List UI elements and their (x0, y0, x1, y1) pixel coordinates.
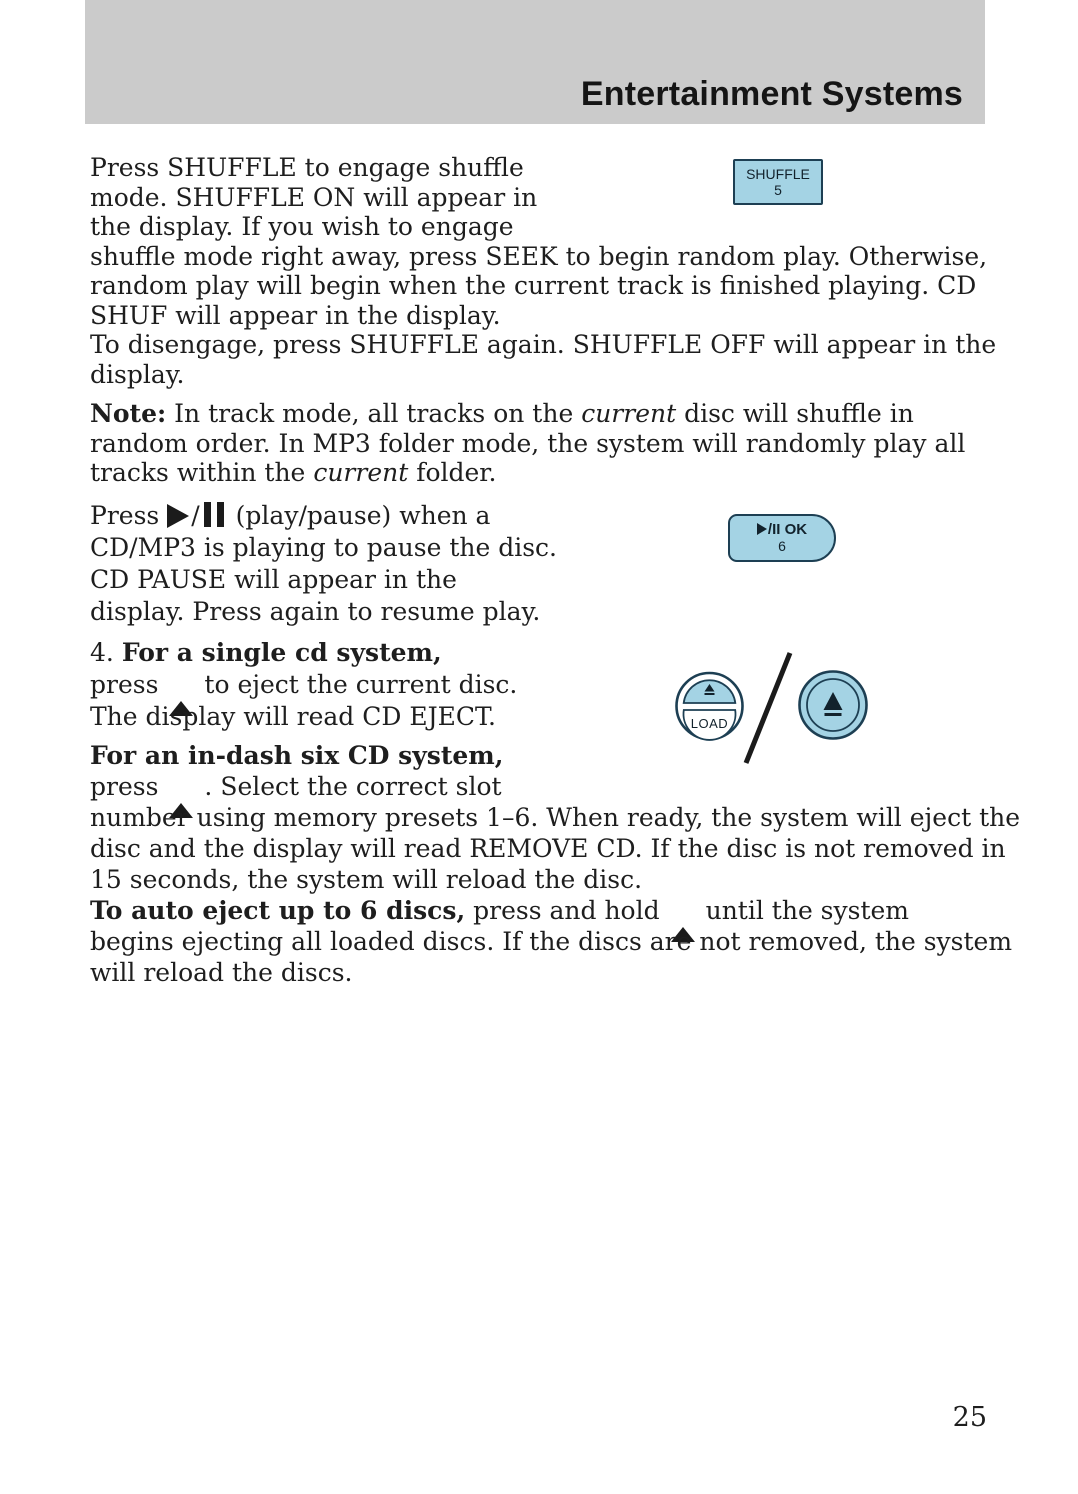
text-segment-italic: current (313, 458, 409, 487)
text-line (90, 399, 990, 429)
text-segment: press (90, 670, 159, 699)
text-line: To disengage, press SHUFFLE again. SHUFFLE OFF will appear in the (90, 330, 997, 359)
shuffle-button-preset: 5 (774, 182, 782, 198)
paragraph-shuffle (90, 153, 997, 389)
load-button-label: LOAD (690, 716, 729, 731)
shuffle-button-label: SHUFFLE (746, 166, 810, 182)
text-line (90, 740, 990, 771)
text-segment: tracks within the (90, 458, 314, 487)
pause-icon (204, 502, 224, 527)
text-line: Press SHUFFLE to engage shuffle (90, 153, 524, 182)
text-segment-italic: current (581, 399, 677, 428)
slash-separator: / (191, 501, 200, 530)
text-line: will reload the discs. (90, 958, 353, 987)
text-segment: (play/pause) when a (235, 501, 491, 530)
six-cd-heading: For an in-dash six CD system, (90, 741, 504, 770)
text-segment: press (90, 772, 159, 801)
text-line: number using memory presets 1–6. When ready, the system will eject the (90, 803, 1021, 832)
text-line: display. (90, 359, 185, 389)
eject-icon (671, 897, 695, 928)
paragraph-six-cd (90, 740, 1021, 988)
shuffle-button-illustration (733, 159, 823, 205)
play-icon (167, 504, 189, 528)
text-line: SHUF will appear in the display. (90, 300, 501, 330)
text-line: 15 seconds, the system will reload the disc. (90, 865, 643, 894)
paragraph-play-pause (90, 500, 990, 628)
text-line: random play will begin when the current track is finished playing. CD (90, 271, 977, 300)
ok-button-preset: 6 (778, 538, 786, 554)
eject-button-illustration (800, 672, 867, 739)
page-number: 25 (952, 1402, 987, 1433)
paragraph-note (90, 399, 990, 488)
text-segment: disc will shuffle in (676, 399, 914, 428)
eject-icon (169, 773, 193, 804)
text-line (90, 458, 990, 488)
text-line: random order. In MP3 folder mode, the system will randomly play all (90, 428, 966, 458)
text-line: mode. SHUFFLE ON will appear in (90, 182, 538, 212)
page-title: Entertainment Systems (580, 75, 963, 113)
text-segment: press and hold (465, 896, 660, 925)
single-cd-heading: For a single cd system, (121, 638, 442, 667)
ok-button-label-row (757, 521, 807, 538)
play-pause-ok-button-illustration (728, 514, 836, 562)
text-line: CD/MP3 is playing to pause the disc. (90, 533, 558, 562)
header-band (85, 0, 985, 124)
text-line: display. Press again to resume play. (90, 597, 541, 626)
text-line (90, 500, 990, 532)
text-segment: In track mode, all tracks on the (166, 399, 582, 428)
text-line (90, 771, 990, 802)
text-line: shuffle mode right away, press SEEK to begin random play. Otherwise, (90, 241, 988, 271)
eject-icon (169, 671, 193, 703)
text-line (90, 895, 990, 926)
text-segment: Press (90, 501, 160, 530)
list-number: 4. (90, 638, 122, 667)
text-line: CD PAUSE will appear in the (90, 565, 457, 594)
text-line: The display will read CD EJECT. (90, 702, 496, 731)
text-line: the display. If you wish to engage (90, 212, 514, 241)
text-segment: . Select the correct slot (204, 772, 502, 801)
ok-button-label: /II OK (767, 521, 808, 538)
play-icon-small (757, 523, 767, 535)
text-segment: until the system (705, 896, 910, 925)
text-segment: to eject the current disc. (204, 670, 518, 699)
text-line: begins ejecting all loaded discs. If the discs are not removed, the system (90, 927, 1013, 956)
auto-eject-heading: To auto eject up to 6 discs, (90, 896, 466, 925)
note-label: Note: (90, 399, 167, 428)
text-line: disc and the display will read REMOVE CD. If the disc is not removed in (90, 834, 1006, 863)
text-segment: folder. (408, 458, 497, 487)
load-button-illustration (677, 673, 743, 740)
